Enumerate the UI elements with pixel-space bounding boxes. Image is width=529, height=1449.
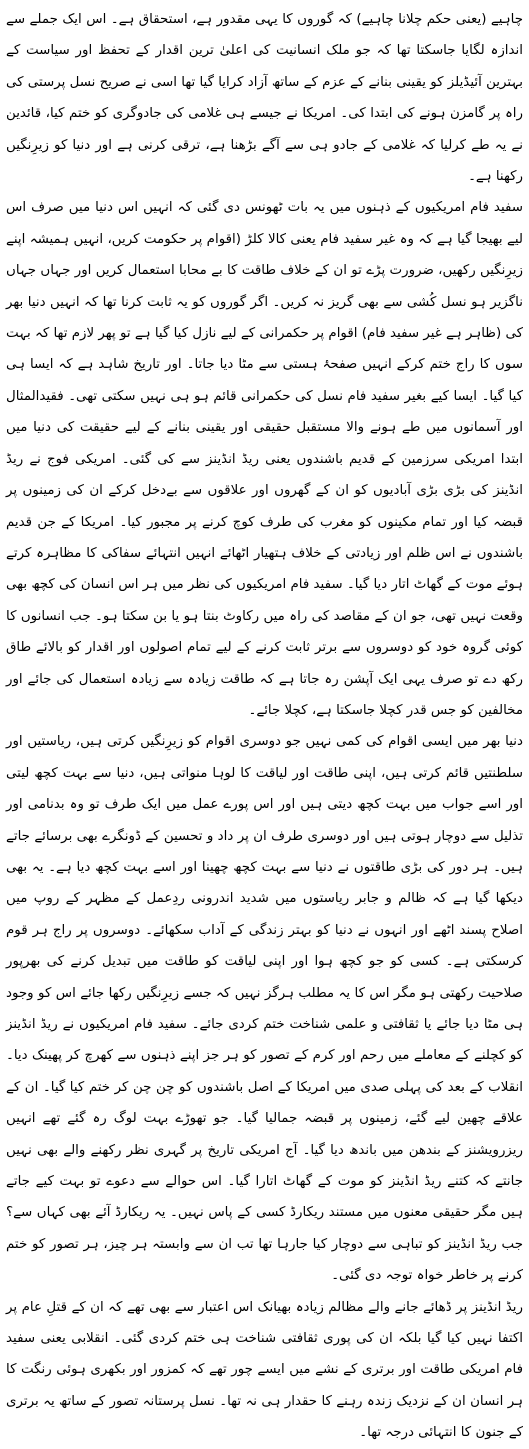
paragraph-3: دنیا بھر میں ایسی اقوام کی کمی نہیں جو دوسری اقوام کو زیرِنگیں کرتی ہیں، ریاستیں اور سلطنتیں قائم کرتی ہیں، اپنی طاقت اور لیاقت کا لوہا منواتی ہیں، دنیا سے بہت کچھ لیتی اور اسے جواب میں بہت کچھ دیتی ہیں اور اس پورے عمل میں ایک طرف تو وہ بدنامی اور تذلیل سے دوچار ہوتی ہیں اور دوسری طرف ان پر داد و تحسین کے ڈونگرے بھی برسائے جاتے ہیں۔ ہر دور کی بڑی طاقتوں نے دنیا سے بہت کچھ چھینا اور اسے بہت کچھ دیا ہے۔ یہ بھی دیکھا گیا ہے کہ ظالم و جابر ریاستوں میں شدید اندرونی ردِعمل کے مظہر کے روپ میں اصلاح پسند اٹھے اور انہوں نے دنیا کو بہتر زندگی کے آداب سکھائے۔ دوسروں پر راج ہر قوم کرسکتی ہے۔ کسی کو جو کچھ ہوا اور اپنی لیاقت کو طاقت میں تبدیل کرنے کی بھرپور صلاحیت رکھتی ہو مگر اس کا یہ مطلب ہرگز نہیں کہ جسے زیرِنگیں رکھا جائے اس کو وجود ہی مٹا دیا جائے یا ثقافتی و علمی شناخت ختم کردی جائے۔ سفید فام امریکیوں نے ریڈ انڈینز کو کچلنے کے معاملے میں رحم اور کرم کے تصور کو ہر جز اپنے ذہنوں سے کھرچ کر پھینک دیا۔ انقلاب کے بعد کی پہلی صدی میں امریکا کے اصل باشندوں کو چن چن کر ختم کیا گیا۔ ان کے علاقے چھین لیے گئے، زمینوں پر قبضہ جمالیا گیا۔ جو تھوڑے بہت لوگ رہ گئے تھے انہیں ریزرویشنز کے بندھن میں باندھ دیا گیا۔ آج امریکی تاریخ پر گہری نظر رکھنے والے بھی نہیں جانتے کہ کتنے ریڈ انڈینز کو موت کے گھاٹ اتارا گیا۔ اس حوالے سے دعوے تو بہت کیے جاتے ہیں مگر حقیقی معنوں میں مستند ریکارڈ کسی کے پاس نہیں۔ یہ ریکارڈ آئے بھی کہاں سے؟ جب ریڈ انڈینز کو تباہی سے دوچار کیا جارہا تھا تب ان سے وابستہ ہر چیز، ہر تصور کو ختم کرنے پر خاطر خواہ توجہ دی گئی۔ — [6, 734, 523, 1284]
paragraph-1: چاہیے (یعنی حکم چلانا چاہیے) کہ گوروں کا یہی مقدور ہے، استحقاق ہے۔ اس ایک جملے سے اندازہ لگایا جاسکتا تھا کہ جو ملک انسانیت کی اعلیٰ ترین اقدار کے تحفظ اور سیاست کے بہترین آئیڈیلز کو یقینی بنانے کے عزم کے ساتھ آزاد کرایا گیا تھا اسی نے صریح نسل پرستی کی راہ پر گامزن ہونے کی ابتدا کی۔ امریکا نے جیسے ہی غلامی کی جادوگری کو ختم کیا، قائدین نے یہ طے کرلیا کہ غلامی کے جادو ہی سے آگے بڑھنا ہے، ترقی کرنی ہے اور دنیا کو زیرِنگیں رکھنا ہے۔ — [6, 12, 523, 185]
paragraph-2: سفید فام امریکیوں کے ذہنوں میں یہ بات ٹھونس دی گئی کہ انہیں اس دنیا میں صرف اس لیے بھیجا گیا ہے کہ وہ غیر سفید فام یعنی کالا کلڑ (اقوام پر حکومت کریں، انہیں ہمیشہ اپنے زیرِنگیں رکھیں، ضرورت پڑے تو ان کے خلاف طاقت کا بے محابا استعمال کریں اور جہاں جہاں ناگزیر ہو نسل کُشی سے بھی گریز نہ کریں۔ اگر گوروں کو یہ ثابت کرنا تھا کہ انہیں دنیا بھر کی (ظاہر ہے غیر سفید فام) اقوام پر حکمرانی کے لیے نازل کیا گیا ہے تو پھر لازم تھا کہ بہت سوں کا راج ختم کرکے انہیں صفحۂ ہستی سے مٹا دیا جاتا۔ اور تاریخ شاہد ہے کہ ایسا ہی کیا گیا۔ ایسا کیے بغیر سفید فام نسل کی حکمرانی قائم ہو ہی نہیں سکتی تھی۔ فقیدالمثال اور آسمانوں میں طے ہونے والا مستقبل حقیقی اور یقینی بنانے کے لیے حقیقت کی دنیا میں ابتدا امریکی سرزمین کے قدیم باشندوں یعنی ریڈ انڈینز سے کی گئی۔ امریکی فوج نے ریڈ انڈینز کی بڑی بڑی آبادیوں کو ان کے گھروں اور علاقوں سے بےدخل کرکے ان کی زمینوں پر قبضہ کیا اور تمام مکینوں کو مغرب کی طرف کوچ کرنے پر مجبور کیا۔ امریکا کے جن قدیم باشندوں نے اس ظلم اور زیادتی کے خلاف ہتھیار اٹھائے انہیں انتہائے سفاکی کا مظاہرہ کرتے ہوئے موت کے گھاٹ اتار دیا گیا۔ سفید فام امریکیوں کی نظر میں ہر اس انسان کی کچھ بھی وقعت نہیں تھی، جو ان کے مقاصد کی راہ میں رکاوٹ بنتا ہو یا بن سکتا ہو۔ جب انسانوں کا کوئی گروہ خود کو دوسروں سے برتر ثابت کرنے کے لیے تمام اصولوں اور اقدار کو بالائے طاق رکھ دے تو صرف یہی ایک آپشن رہ جاتا ہے کہ طاقت زیادہ سے زیادہ استعمال کی جائے اور مخالفین کو جس قدر کچلا جاسکتا ہے، کچلا جائے۔ — [6, 200, 523, 718]
paragraph-4: ریڈ انڈینز پر ڈھائے جانے والے مظالم زیادہ بھیانک اس اعتبار سے بھی تھے کہ ان کے قتلِ عام پر اکتفا نہیں کیا گیا بلکہ ان کی پوری ثقافتی شناخت ہی ختم کردی گئی۔ انقلابی یعنی سفید فام امریکی طاقت اور برتری کے نشے میں ایسے چور تھے کہ کمزور اور بکھری ہوئی رنگت کا ہر انسان ان کے نزدیک زندہ رہنے کا حقدار ہی نہ تھا۔ نسل پرستانہ تصور کے ساتھ یہ برتری کے جنون کا انتہائی درجہ تھا۔ — [6, 1299, 523, 1441]
